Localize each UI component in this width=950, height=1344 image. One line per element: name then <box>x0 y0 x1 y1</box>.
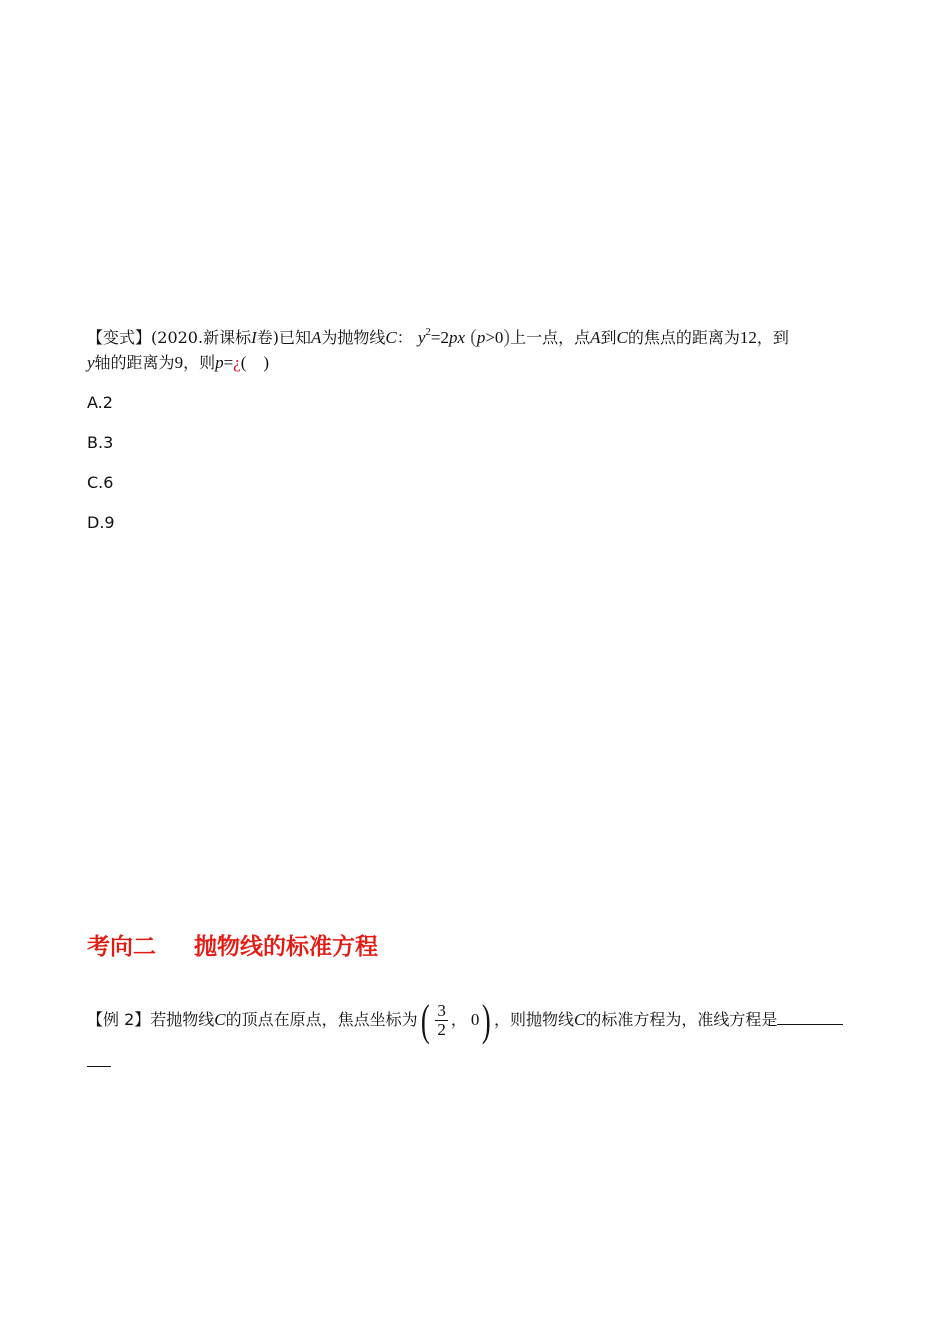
coord-zero: 0 <box>470 1010 480 1029</box>
answer-blank-line[interactable] <box>777 1010 843 1025</box>
curve-c: C <box>616 328 628 347</box>
variant-line-2 <box>87 353 269 373</box>
number-12: 12 <box>739 328 757 347</box>
equals: = <box>223 353 234 372</box>
example-text: 若抛物线 <box>150 1010 215 1029</box>
variant-source: (2020.新课标 <box>151 328 252 347</box>
example-text: 的顶点在原点，焦点坐标为 <box>225 1010 418 1029</box>
var-px: px <box>449 328 466 347</box>
section-heading <box>87 928 378 961</box>
var-y: y <box>417 328 426 347</box>
variant-line-1 <box>87 327 789 350</box>
number-9: 9 <box>174 353 184 372</box>
option-b: B.3 <box>87 433 114 452</box>
section-title: 抛物线的标准方程 <box>194 934 378 960</box>
point-a: A <box>590 328 601 347</box>
stem-text: 已知 <box>279 328 312 347</box>
big-right-paren: ) <box>482 995 492 1045</box>
greater-zero: >0 <box>485 328 504 347</box>
colon: ： <box>396 328 413 347</box>
point-a: A <box>311 328 322 347</box>
coord-comma: ， <box>450 1010 467 1029</box>
var-p: p <box>476 328 486 347</box>
fraction-numerator: 3 <box>437 1001 446 1020</box>
fraction-three-halves <box>435 1002 448 1039</box>
example-text: 的标准方程为，准线方程是 <box>585 1010 778 1029</box>
stem-text: 到 <box>600 328 617 347</box>
var-y-axis: y <box>87 353 95 372</box>
curve-c: C <box>214 1010 226 1029</box>
section-number: 考向二 <box>87 934 156 960</box>
example-line-1 <box>87 996 843 1044</box>
stem-text: 为抛物线 <box>321 328 386 347</box>
stem-text: 上一点，点 <box>510 328 591 347</box>
option-d: D.9 <box>87 513 115 532</box>
stem-text: ，到 <box>756 328 789 347</box>
right-paren: ) <box>503 326 511 348</box>
stem-text: ，则 <box>183 353 216 372</box>
big-left-paren: ( <box>420 995 430 1045</box>
answer-blank-continuation[interactable] <box>87 1066 111 1067</box>
curve-c: C <box>385 328 397 347</box>
example-text: ，则抛物线 <box>493 1010 574 1029</box>
fraction-denominator: 2 <box>437 1020 446 1039</box>
exponent: 2 <box>425 326 431 338</box>
left-paren: ( <box>470 326 477 348</box>
render-glitch-mark: ¿ <box>233 353 241 372</box>
source-roman-numeral: I <box>251 328 257 347</box>
stem-text: 轴的距离为 <box>94 353 175 372</box>
variant-tag: 【变式】 <box>87 328 152 347</box>
stem-text: 的焦点的距离为 <box>627 328 740 347</box>
answer-blank: ( ) <box>240 353 270 372</box>
example-tag: 【例 2】 <box>87 1010 151 1029</box>
option-c: C.6 <box>87 473 114 492</box>
variant-source-end: 卷) <box>256 328 279 347</box>
var-p: p <box>215 353 224 372</box>
equals-two: =2 <box>430 328 450 347</box>
option-a: A.2 <box>87 393 113 412</box>
curve-c: C <box>574 1010 586 1029</box>
